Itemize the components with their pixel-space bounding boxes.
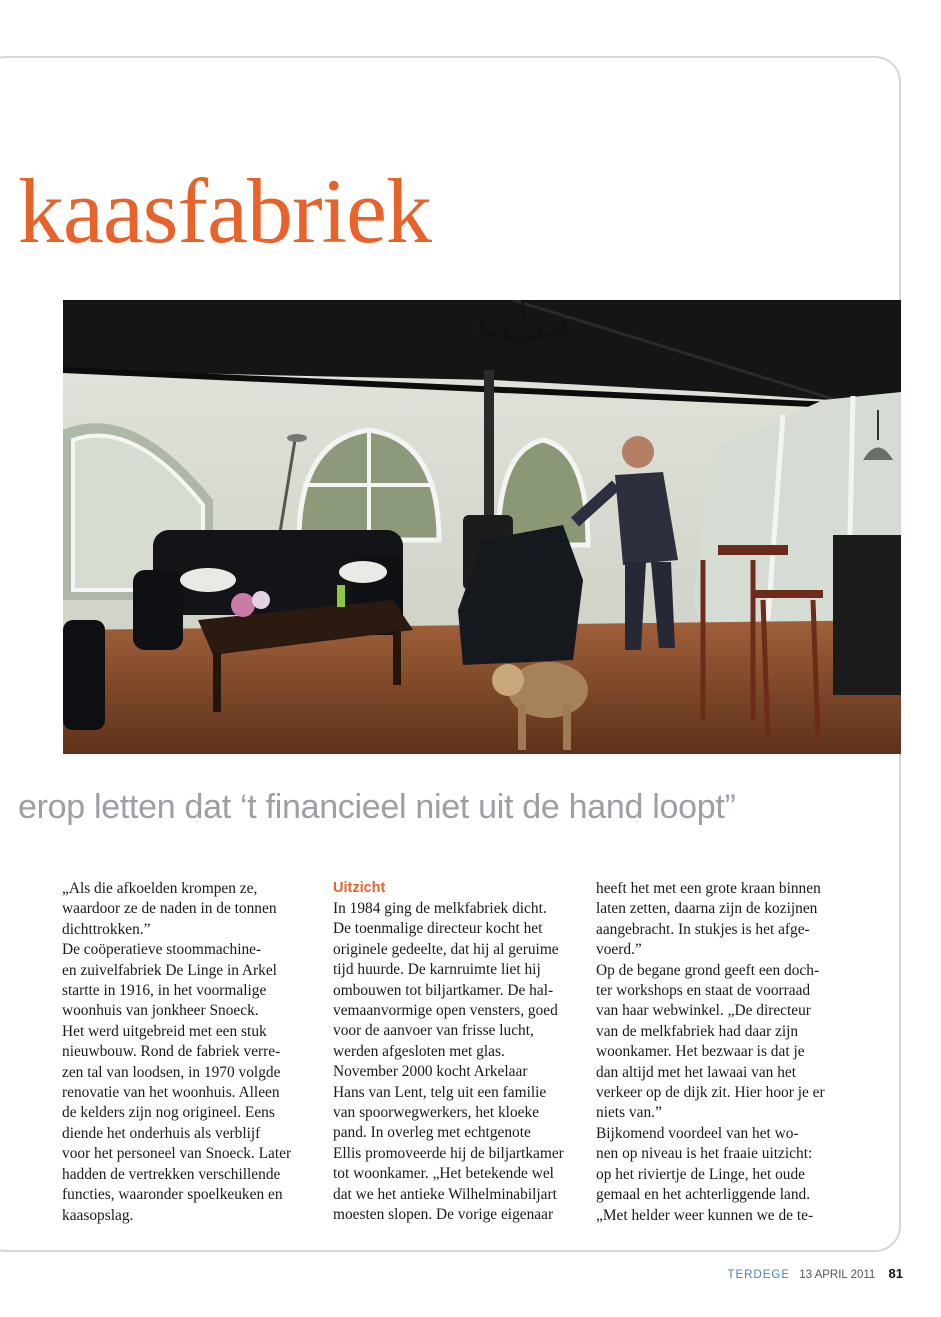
text-line: nieuwbouw. Rond de fabriek verre- (62, 1043, 281, 1061)
text-line: tot woonkamer. „Het betekende wel (333, 1165, 554, 1183)
text-line: diende het onderhuis als verblijf (62, 1124, 261, 1142)
text-line: De coöperatieve stoommachine- (62, 941, 262, 959)
text-line: zen tal van loodsen, in 1970 volgde (62, 1063, 281, 1081)
article-column-1 (62, 879, 317, 1226)
text-line: werden afgesloten met glas. (333, 1042, 505, 1060)
page-footer (727, 1266, 903, 1281)
text-line: Het werd uitgebreid met een stuk (62, 1022, 267, 1040)
living-room-photo (63, 300, 901, 754)
text-line: functies, waaronder spoelkeuken en (62, 1186, 283, 1204)
text-line: op het riviertje de Linge, het oude (596, 1165, 805, 1183)
text-line: heeft het met een grote kraan binnen (596, 880, 821, 897)
text-line: tijd huurde. De karnruimte liet hij (333, 961, 541, 979)
text-line: laten zetten, daarna zijn de kozijnen (596, 900, 818, 918)
text-line: Op de begane grond geeft een doch- (596, 961, 820, 979)
text-line: waardoor ze de naden in de tonnen (62, 900, 277, 918)
text-line: van spoorwegwerkers, het kloeke (333, 1104, 539, 1122)
text-line: startte in 1916, in het voormalige (62, 982, 267, 1000)
text-line: kaasopslag. (62, 1206, 134, 1224)
pull-quote: erop letten dat ‘t financieel niet uit de hand loopt” (18, 788, 736, 826)
text-line: voor de aanvoer van frisse lucht, (333, 1022, 534, 1040)
text-line: renovatie van het woonhuis. Alleen (62, 1084, 280, 1102)
text-line: voerd.” (596, 941, 642, 959)
article-title: kaasfabriek (18, 160, 431, 262)
section-heading: Uitzicht (333, 880, 386, 896)
issue-date: 13 APRIL 2011 (799, 1269, 876, 1281)
page-number: 81 (888, 1266, 903, 1281)
text-line: In 1984 ging de melkfabriek dicht. (333, 900, 547, 917)
text-line: van de melkfabriek had daar zijn (596, 1022, 799, 1040)
text-line: woonhuis van jonkheer Snoeck. (62, 1002, 259, 1020)
text-line: originele gedeelte, dat hij al geruime (333, 940, 559, 958)
magazine-name: TERDEGE (727, 1269, 791, 1281)
text-line: „Met helder weer kunnen we de te- (596, 1206, 814, 1224)
text-line: hadden de vertrekken verschillende (62, 1165, 281, 1183)
text-line: verkeer op de dijk zit. Hier hoor je er (596, 1084, 825, 1102)
text-line: de kelders zijn nog origineel. Eens (62, 1104, 275, 1122)
text-line: niets van.” (596, 1104, 662, 1122)
text-line: en zuivelfabriek De Linge in Arkel (62, 961, 277, 979)
text-line: November 2000 kocht Arkelaar (333, 1063, 528, 1081)
text-line: dat we het antieke Wilhelminabiljart (333, 1185, 557, 1203)
text-line: gemaal en het achterliggende land. (596, 1186, 811, 1204)
text-line: Ellis promoveerde hij de biljartkamer (333, 1144, 564, 1162)
text-line: voor het personeel van Snoeck. Later (62, 1145, 292, 1163)
text-line: moesten slopen. De vorige eigenaar (333, 1206, 554, 1224)
text-line: pand. In overleg met echtgenote (333, 1124, 531, 1142)
article-column-3 (596, 879, 856, 1226)
text-line: dichttrokken.” (62, 920, 151, 938)
text-line: nen op niveau is het fraaie uitzicht: (596, 1145, 813, 1163)
text-line: vemaanvormige open vensters, goed (333, 1002, 558, 1020)
text-line: ombouwen tot biljartkamer. De hal- (333, 981, 554, 999)
text-line: ter workshops en staat de voorraad (596, 982, 811, 1000)
text-line: „Als die afkoelden krompen ze, (62, 880, 258, 897)
article-column-2 (333, 879, 583, 1226)
text-line: aangebracht. In stukjes is het afge- (596, 920, 810, 938)
text-line: Bijkomend voordeel van het wo- (596, 1124, 799, 1142)
text-line: dan altijd met het lawaai van het (596, 1063, 797, 1081)
text-line: De toenmalige directeur kocht het (333, 920, 543, 938)
text-line: woonkamer. Het bezwaar is dat je (596, 1043, 805, 1061)
text-line: Hans van Lent, telg uit een familie (333, 1083, 547, 1101)
text-line: van haar webwinkel. „De directeur (596, 1002, 811, 1020)
